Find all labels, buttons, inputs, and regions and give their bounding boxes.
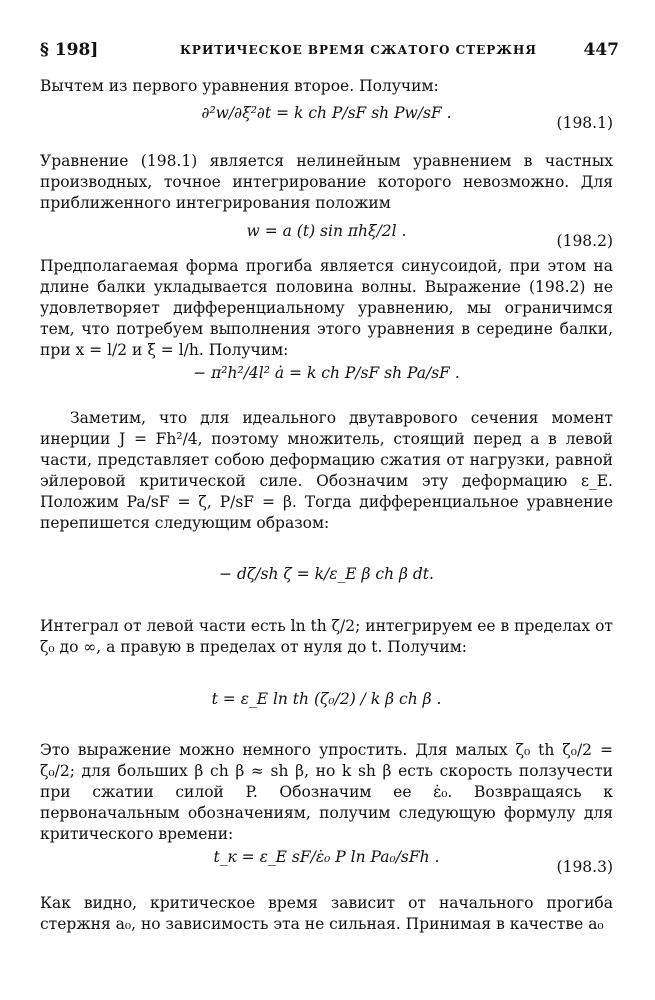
equation-formula: t = ε_E ln th (ζ₀/2) / k β ch β . bbox=[211, 690, 442, 708]
running-header bbox=[40, 40, 619, 62]
equation-label: (198.2) bbox=[556, 232, 613, 250]
equation-label: (198.3) bbox=[556, 858, 613, 876]
paragraph-2: Уравнение (198.1) является нелинейным уравнением в частных производных, точное интегрирование которого невозможно. Для приближенного интегрирования положим bbox=[40, 152, 613, 212]
equation-formula: − dζ/sh ζ = k/ε_E β ch β dt. bbox=[219, 565, 434, 583]
equation-label: (198.1) bbox=[556, 114, 613, 132]
equation-formula: t_к = ε_E sF/ε̇₀ P ln Pa₀/sFh . bbox=[213, 848, 440, 866]
equation-198-1 bbox=[40, 104, 613, 144]
paragraph-7: Как видно, критическое время зависит от начального прогиба стержня a₀, но зависимость эта не сильная. Принимая в качестве a₀ bbox=[40, 894, 613, 933]
equation-198-3 bbox=[40, 848, 613, 888]
paragraph-1: Вычтем из первого уравнения второе. Получим: bbox=[40, 77, 439, 95]
equation-4 bbox=[40, 565, 613, 605]
paragraph-5: Интеграл от левой части есть ln th ζ/2; интегрируем ее в пределах от ζ₀ до ∞, а правую в пределах от нуля до t. Получим: bbox=[40, 617, 613, 656]
equation-3 bbox=[40, 364, 613, 404]
paragraph-6: Это выражение можно немного упростить. Для малых ζ₀ th ζ₀/2 = ζ₀/2; для больших β ch β ≈ sh β, но k sh β есть скорость ползучести при сжатии силой P. Обозначим ее ε̇₀. Возвращаясь к первоначальным обозначениям, получим следующую формулу для критического времени: bbox=[40, 741, 613, 843]
equation-formula: w = a (t) sin πhξ/2l . bbox=[246, 222, 407, 240]
equation-formula: ∂²w/∂ξ²∂t = k ch P/sF sh Pw/sF . bbox=[201, 104, 452, 122]
running-title: КРИТИЧЕСКОЕ ВРЕМЯ СЖАТОГО СТЕРЖНЯ bbox=[180, 43, 537, 57]
paragraph-4: Заметим, что для идеального двутаврового сечения момент инерции J = Fh²/4, поэтому множитель, стоящий перед a в левой части, представляет собою деформацию сжатия от нагрузки, равной эйлеровой критической силе. Обозначим эту деформацию ε_E. Положим Pa/sF = ζ, P/sF = β. Тогда дифференциальное уравнение перепишется следующим образом: bbox=[40, 409, 613, 532]
page-number: 447 bbox=[583, 40, 619, 60]
paragraph-3: Предполагаемая форма прогиба является синусоидой, при этом на длине балки укладывается половина волны. Выражение (198.2) не удовлетворяет дифференциальному уравнению, мы ограничимся тем, что потребуем выполнения этого уравнения в середине балки, при x = l/2 и ξ = l/h. Получим: bbox=[40, 257, 613, 359]
equation-5 bbox=[40, 690, 613, 730]
equation-formula: − π²h²/4l² ȧ = k ch P/sF sh Pa/sF . bbox=[193, 364, 460, 382]
section-number: § 198] bbox=[40, 40, 99, 60]
